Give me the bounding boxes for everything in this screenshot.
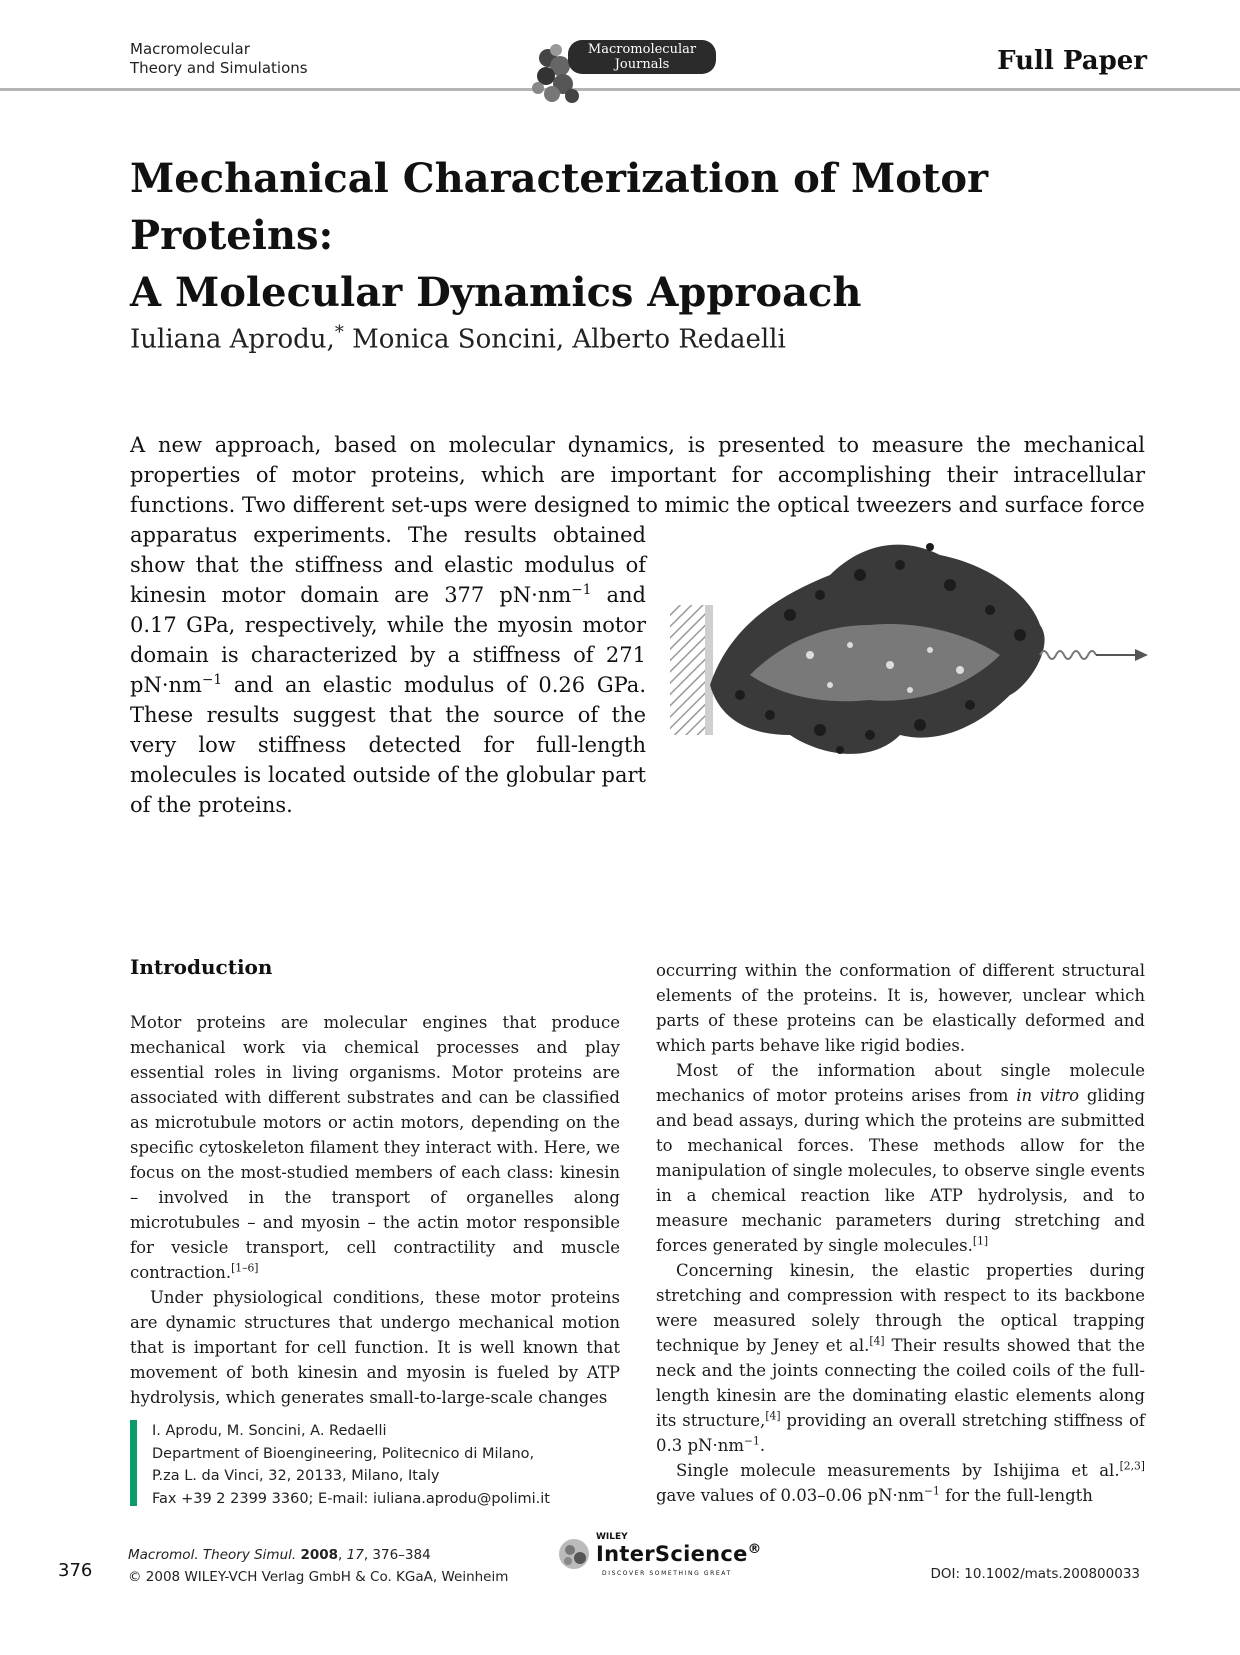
citation-pages: , 376–384 xyxy=(363,1547,431,1563)
abstract-exponent2: −1 xyxy=(201,672,223,688)
right-p2-text-d: . xyxy=(759,1436,766,1455)
right-p2-text-a: Concerning kinesin, the elastic properties during stretching and compression with respect to its backbone were measured solely through the optical trapping technique by Jeney et al. xyxy=(656,1261,1145,1355)
interscience-label xyxy=(596,1542,762,1566)
right-p2-text-c: providing an overall stretching stiffness of 0.3 pN·nm xyxy=(656,1411,1145,1455)
citation-ref: [1] xyxy=(972,1234,989,1248)
right-paragraph-2 xyxy=(656,1258,1145,1458)
abstract-exponent1: −1 xyxy=(571,582,592,598)
abstract-part3: and an elastic modulus of 0.26 GPa. These results suggest that the source of the very low stiffness detected for full-length molecules is located outside of the globular part of the proteins. xyxy=(130,673,646,817)
logo-text xyxy=(568,40,716,74)
right-paragraph-3 xyxy=(656,1458,1145,1508)
protein-illustration xyxy=(670,535,1150,785)
fixed-wall xyxy=(670,605,710,735)
right-paragraph-0: occurring within the conformation of different structural elements of the proteins. It is, however, unclear which parts of these proteins can be elastically deformed and which parts behave like rigid bodies. xyxy=(656,961,1145,1055)
paper-title xyxy=(130,150,1150,321)
author-others: Monica Soncini, Alberto Redaelli xyxy=(343,324,786,355)
publisher-tagline: DISCOVER SOMETHING GREAT xyxy=(602,1570,732,1577)
journal-name-line1: Macromolecular xyxy=(130,40,250,58)
section-label: Full Paper xyxy=(997,46,1147,76)
affiliation-address: P.za L. da Vinci, 32, 20133, Milano, Italy xyxy=(152,1468,440,1484)
section-heading-introduction: Introduction xyxy=(130,955,273,979)
page-header xyxy=(0,0,1240,100)
affiliation-text xyxy=(152,1420,550,1510)
affiliation-authors: I. Aprodu, M. Soncini, A. Redaelli xyxy=(152,1423,387,1439)
left-column xyxy=(130,1010,620,1410)
intro-paragraph-1 xyxy=(130,1010,620,1285)
protein-structure-figure xyxy=(670,535,1150,785)
right-p3-text-a: Single molecule measurements by Ishijima et al. xyxy=(676,1461,1120,1480)
author-list xyxy=(130,322,786,355)
citation-ref: [1–6] xyxy=(231,1261,259,1275)
journal-name xyxy=(130,40,308,78)
interscience-name: InterScience xyxy=(596,1542,748,1566)
doi: DOI: 10.1002/mats.200800033 xyxy=(930,1566,1140,1582)
right-paragraph-1 xyxy=(656,1058,1145,1258)
right-p3-text-b: gave values of 0.03–0.06 pN·nm xyxy=(656,1486,925,1505)
author-first: Iuliana Aprodu, xyxy=(130,324,335,355)
wiley-label: WILEY xyxy=(596,1532,628,1542)
logo-line1: Macromolecular xyxy=(587,42,697,57)
right-p3-text-c: for the full-length xyxy=(939,1486,1093,1505)
corresponding-author-star: * xyxy=(334,322,344,343)
affiliation-contact: Fax +39 2 2399 3360; E-mail: iuliana.aprodu@polimi.it xyxy=(152,1490,550,1507)
registered-mark: ® xyxy=(747,1541,762,1557)
macromolecular-journals-logo xyxy=(528,36,718,106)
abstract-part1: apparatus experiments. The results obtained show that the stiffness and elastic modulus of kinesin motor domain are 377 pN·nm xyxy=(130,523,646,607)
citation-volume: 17 xyxy=(346,1547,364,1563)
wiley-interscience-logo xyxy=(556,1530,762,1580)
abstract-wrapped xyxy=(130,520,646,820)
journal-abbrev: Macromol. Theory Simul. xyxy=(128,1547,297,1563)
right-column xyxy=(656,958,1145,1508)
page-number: 376 xyxy=(58,1560,93,1581)
journal-citation: Macromol. Theory Simul. 2008, 17, 376–384 © 2008 WILEY-VCH Verlag GmbH & Co. KGaA, Weinheim xyxy=(128,1544,508,1588)
globe-icon xyxy=(556,1536,592,1572)
fixed-surface xyxy=(705,605,713,735)
citation-ref: [2,3] xyxy=(1119,1459,1145,1473)
right-p2-text-b: Their results showed that the neck and the joints connecting the coiled coils of the full-length kinesin are the dominating elastic elements along its structure, xyxy=(656,1336,1145,1430)
title-line2: A Molecular Dynamics Approach xyxy=(130,269,862,316)
citation-ref: [4] xyxy=(765,1409,781,1423)
spring-icon xyxy=(1040,651,1096,659)
pull-arrow-head-icon xyxy=(1135,649,1148,661)
title-line1: Mechanical Characterization of Motor Proteins: xyxy=(130,155,989,259)
affiliation-accent-bar xyxy=(130,1420,137,1506)
abstract-part2: and 0.17 GPa, respectively, while the myosin motor domain is characterized by a stiffness of 271 pN·nm xyxy=(130,583,646,697)
author-affiliation xyxy=(130,1420,610,1506)
citation-ref: [4] xyxy=(869,1334,885,1348)
logo-line2: Journals xyxy=(614,57,670,72)
affiliation-department: Department of Bioengineering, Politecnico di Milano, xyxy=(152,1445,535,1462)
copyright-notice: © 2008 WILEY-VCH Verlag GmbH & Co. KGaA, Weinheim xyxy=(128,1569,509,1585)
right-p1-italic: in vitro xyxy=(1016,1086,1080,1105)
abstract-full-width: A new approach, based on molecular dynamics, is presented to measure the mechanical properties of motor proteins, which are important for accomplishing their intracellular functions. Two different set-ups were designed to mimic the optical tweezers and surface force xyxy=(130,433,1145,517)
citation-year: 2008 xyxy=(300,1547,339,1563)
exponent: −1 xyxy=(924,1484,940,1498)
intro-paragraph-2: Under physiological conditions, these motor proteins are dynamic structures that undergo mechanical motion that is important for cell function. It is well known that movement of both kinesin and myosin is fueled by ATP hydrolysis, which generates small-to-large-scale changes xyxy=(130,1288,620,1407)
exponent: −1 xyxy=(744,1434,760,1448)
right-p1-text-a: Most of the information about single molecule mechanics of motor proteins arises from xyxy=(656,1061,1145,1105)
intro-p1-text: Motor proteins are molecular engines that produce mechanical work via chemical processes and play essential roles in living organisms. Motor proteins are associated with different substrates and can be classified as microtubule motors or actin motors, depending on the specific cytoskeleton filament they interact with. Here, we focus on the most-studied members of each class: kinesin – involved in the transport of organelles along microtubules – and myosin – the actin motor responsible for vesicle transport, cell contractility and muscle contraction. xyxy=(130,1013,620,1282)
right-p1-text-b: gliding and bead assays, during which the proteins are submitted to mechanical forces. These methods allow for the manipulation of single molecules, to observe single events in a chemical reaction like ATP hydrolysis, and to measure mechanic parameters during stretching and forces generated by single molecules. xyxy=(656,1086,1146,1255)
journal-name-line2: Theory and Simulations xyxy=(130,59,308,77)
